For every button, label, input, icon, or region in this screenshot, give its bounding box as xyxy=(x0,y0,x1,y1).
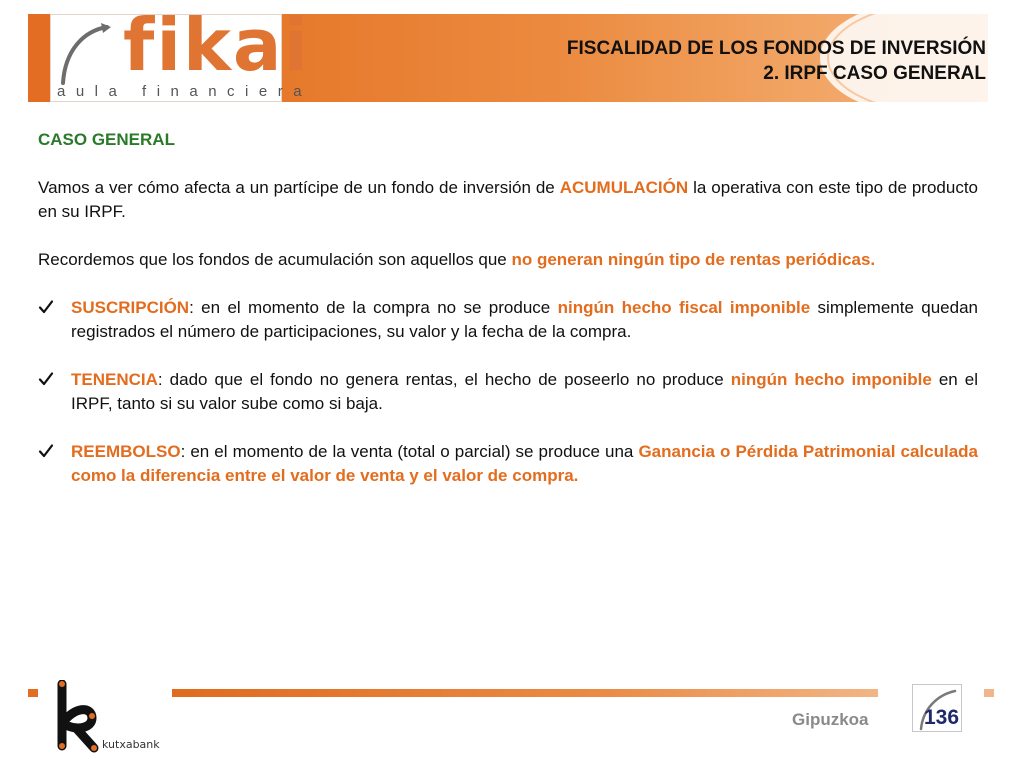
checkmark-icon xyxy=(38,371,54,387)
bullet-text: : dado que el fondo no genera rentas, el hecho de poseerlo no produce xyxy=(157,370,731,389)
intro-text-end: la operativa con este tipo de producto en su IRPF. xyxy=(38,178,979,221)
page-title xyxy=(567,36,986,86)
slide-content xyxy=(38,128,978,512)
definition-text: Recordemos que los fondos de acumulación son aquellos que xyxy=(38,250,512,269)
checkmark-icon xyxy=(38,299,54,315)
bullet-term: SUSCRIPCIÓN xyxy=(71,298,190,317)
bullet-highlight: ningún hecho imponible xyxy=(730,370,932,389)
bullet-term: TENENCIA xyxy=(71,370,158,389)
logo-subtitle: aula financiera xyxy=(57,83,313,100)
bullet-text-end: simplemente quedan registrados el número de participaciones, su valor y la fecha de la compra. xyxy=(71,298,979,341)
logo-wordmark: fikai xyxy=(123,3,311,87)
bullet-suscripcion xyxy=(38,296,978,344)
kutxabank-k-icon xyxy=(48,680,108,756)
bullet-text: : en el momento de la compra no se produce xyxy=(189,298,558,317)
title-line-2: 2. IRPF CASO GENERAL xyxy=(763,63,986,84)
intro-highlight: ACUMULACIÓN xyxy=(559,178,689,197)
bullet-text-end: en el IRPF, tanto si su valor sube como si baja. xyxy=(71,370,979,413)
bullet-highlight: ningún hecho fiscal imponible xyxy=(557,298,811,317)
footer-divider xyxy=(172,689,878,697)
region-label: Gipuzkoa xyxy=(792,710,869,729)
definition-highlight: no generan ningún tipo de rentas periódicas. xyxy=(511,250,876,269)
intro-paragraph xyxy=(38,176,978,224)
footer-accent-tick xyxy=(984,689,994,697)
fikai-logo xyxy=(50,3,313,102)
page-number: 136 xyxy=(924,706,960,729)
title-line-1: FISCALIDAD DE LOS FONDOS DE INVERSIÓN xyxy=(566,38,986,59)
section-title: CASO GENERAL xyxy=(38,130,175,149)
checkmark-icon xyxy=(38,443,54,459)
footer-accent-square xyxy=(28,689,38,697)
logo-arc-icon xyxy=(57,21,113,87)
header-accent-strip xyxy=(28,14,50,102)
definition-paragraph xyxy=(38,248,978,272)
bullet-tenencia xyxy=(38,368,978,416)
kutxabank-wordmark: kutxabank xyxy=(102,738,160,751)
bullet-highlight: Ganancia o Pérdida Patrimonial calculada como la diferencia entre el valor de venta y el valor de compra. xyxy=(71,442,978,485)
intro-text: Vamos a ver cómo afecta a un partícipe de un fondo de inversión de xyxy=(38,178,560,197)
bullet-text: : en el momento de la venta (total o parcial) se produce una xyxy=(180,442,639,461)
bullet-term: REEMBOLSO xyxy=(71,442,181,461)
bullet-reembolso xyxy=(38,440,978,488)
